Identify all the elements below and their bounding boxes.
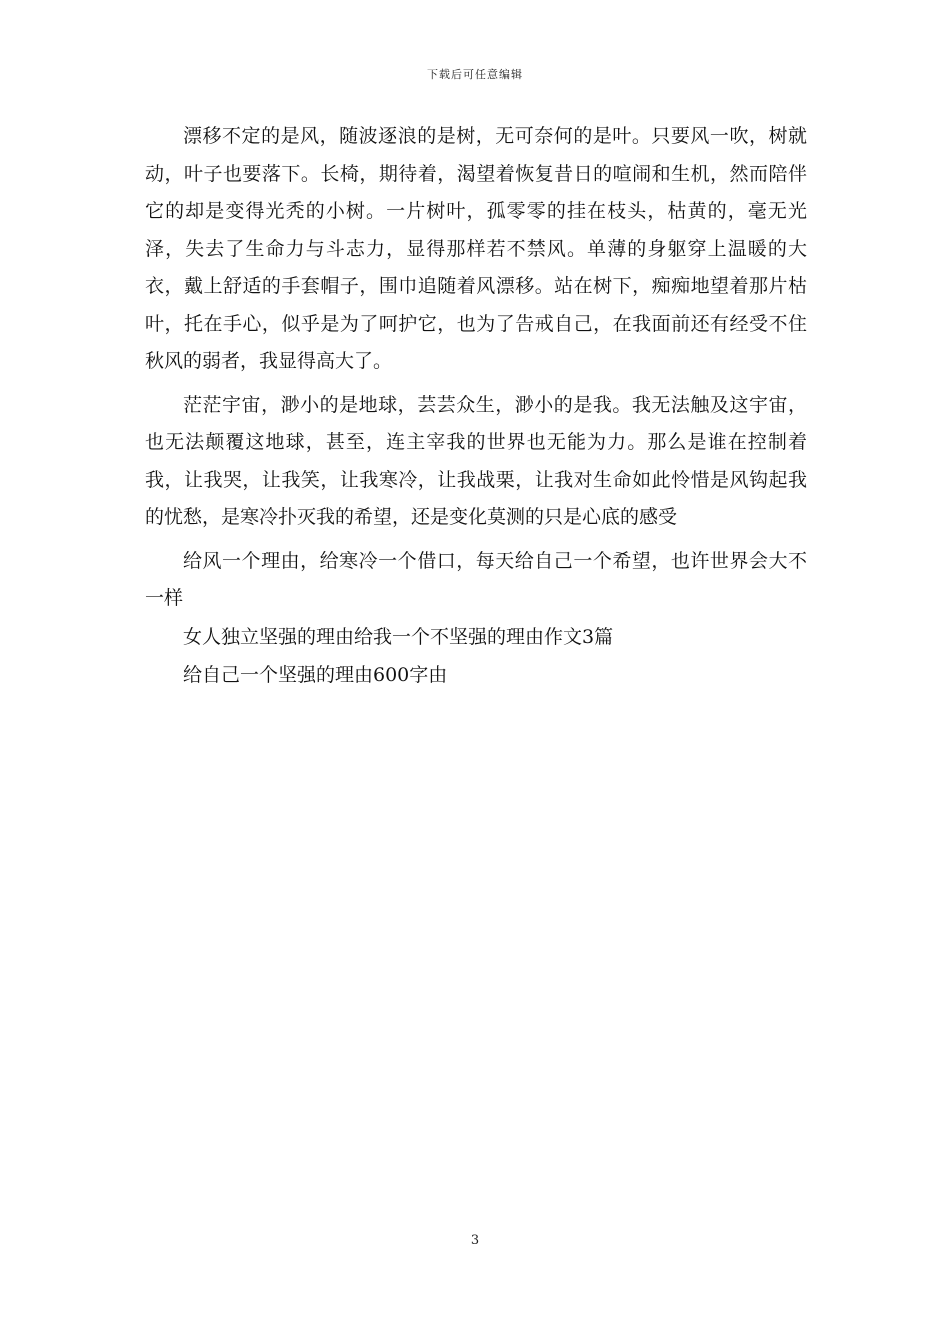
paragraph: 女人独立坚强的理由给我一个不坚强的理由作文3篇 (183, 625, 614, 648)
document-body (145, 118, 807, 696)
paragraph: 漂移不定的是风，随波逐浪的是树，无可奈何的是叶。只要风一吹，树就动，叶子也要落下。长椅，期待着，渴望着恢复昔日的喧闹和生机，然而陪伴它的却是变得光秃的小树。一片树叶，孤零零的挂在枝头，枯黄的，毫无光泽，失去了生命力与斗志力，显得那样若不禁风。单薄的身躯穿上温暖的大衣，戴上舒适的手套帽子，围巾追随着风漂移。站在树下，痴痴地望着那片枯叶，托在手心，似乎是为了呵护它，也为了告戒自己，在我面前还有经受不住秋风的弱者，我显得高大了。 (145, 125, 807, 372)
paragraph: 茫茫宇宙，渺小的是地球，芸芸众生，渺小的是我。我无法触及这宇宙，也无法颠覆这地球，甚至，连主宰我的世界也无能为力。那么是谁在控制着我，让我哭，让我笑，让我寒冷，让我战栗，让我对生命如此怜惜是风钩起我的忧愁，是寒冷扑灭我的希望，还是变化莫测的只是心底的感受 (145, 393, 807, 528)
page-header: 下载后可任意编辑 (427, 68, 523, 81)
paragraph: 给风一个理由，给寒冷一个借口，每天给自己一个希望，也许世界会大不一样 (145, 549, 807, 609)
paragraph: 给自己一个坚强的理由600字由 (183, 664, 448, 686)
page-number: 3 (470, 1233, 480, 1248)
